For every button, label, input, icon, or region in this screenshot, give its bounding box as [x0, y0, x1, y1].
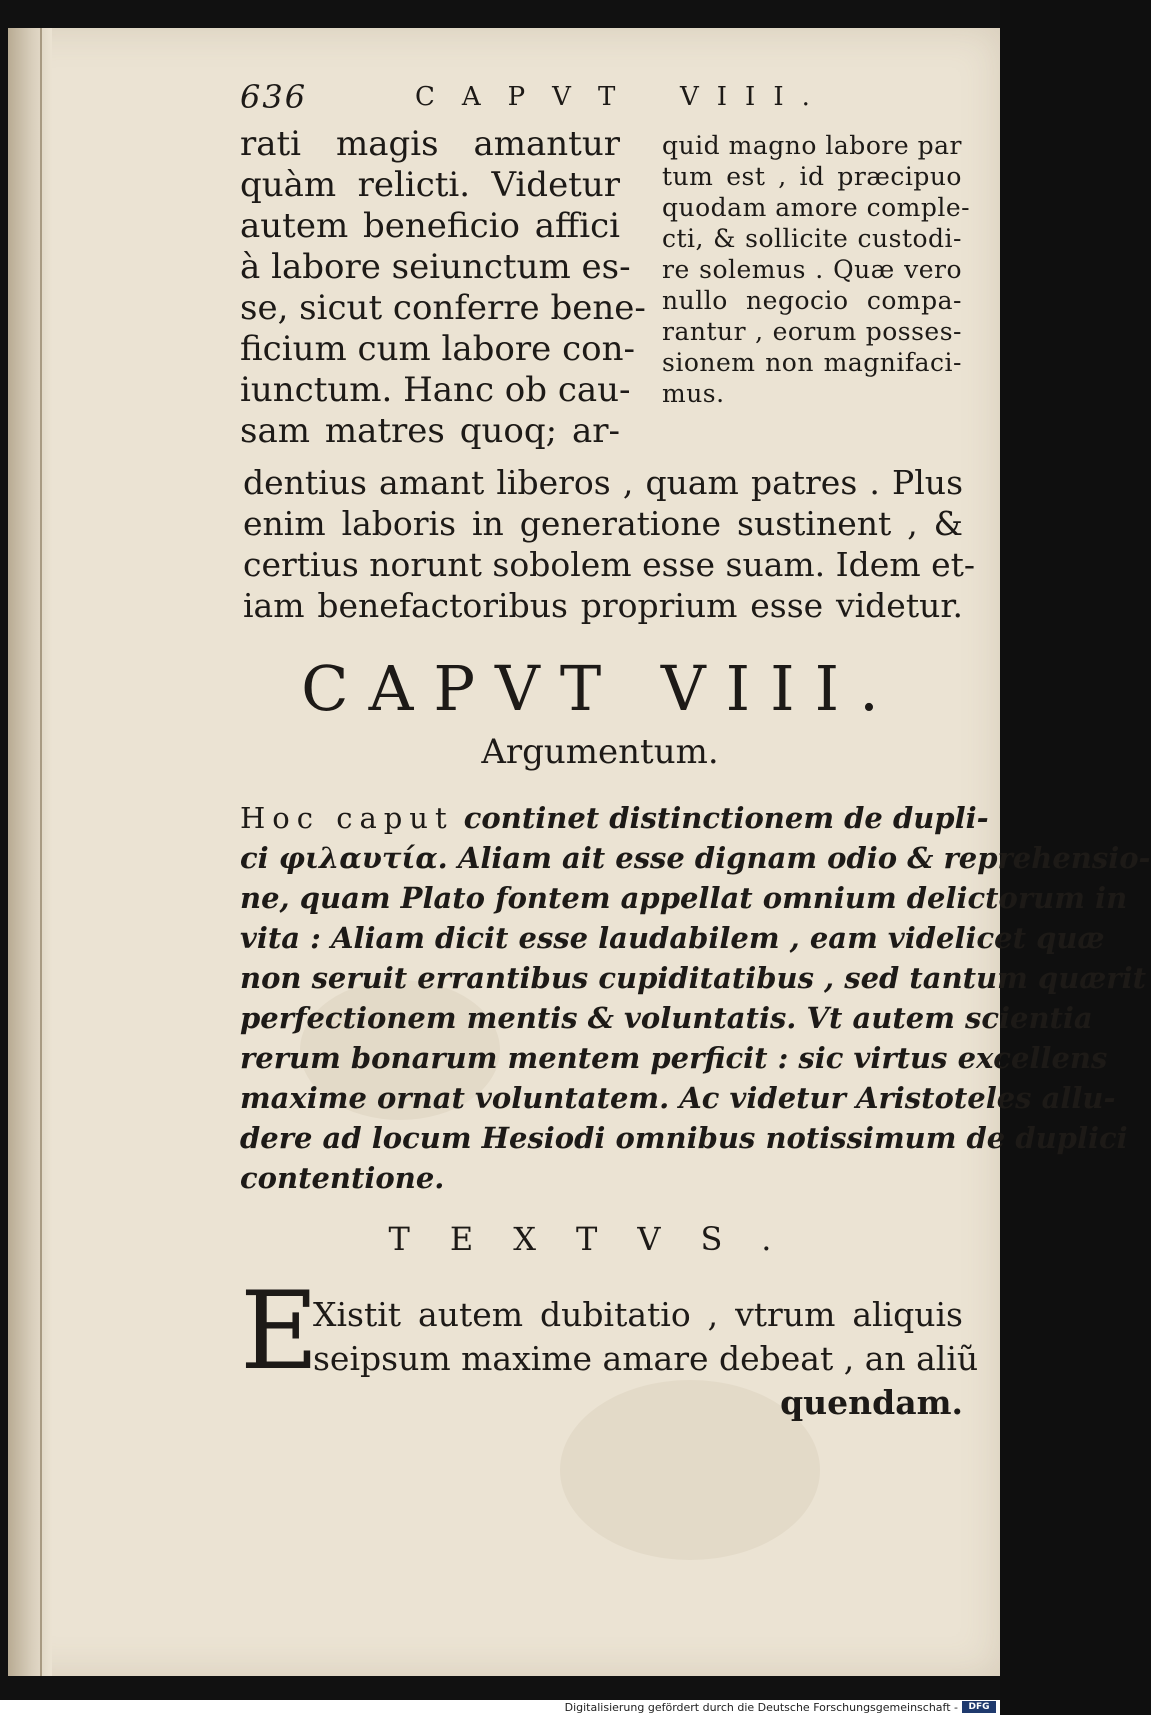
summary-lead: Hoc caput	[240, 801, 454, 835]
text-line: quendam.	[780, 1383, 963, 1422]
right-text-column	[662, 130, 971, 409]
summary-line: maxime ornat voluntatem. Ac videtur Aristoteles allu-	[240, 1081, 1116, 1115]
summary-line-text: continet distinctionem de dupli-	[463, 801, 989, 835]
digitization-credit: Digitalisierung gefördert durch die Deutsche Forschungsgemeinschaft -	[564, 1701, 958, 1714]
text-line: iam benefactoribus proprium esse videtur.	[243, 586, 963, 625]
text-line: quodam amore comple-	[662, 193, 971, 222]
text-line: quid magno labore par	[662, 131, 962, 160]
page-number: 636	[240, 78, 308, 116]
text-line: iunctum. Hanc ob cau-	[240, 370, 631, 410]
chapter-heading: CAPVT VIII.	[301, 652, 899, 725]
summary-line	[240, 798, 989, 838]
text-line: sionem non magnifaci-	[662, 348, 962, 377]
body-text	[313, 1293, 979, 1425]
running-header	[240, 78, 860, 124]
text-line: sam matres quoq; ar-	[240, 411, 620, 451]
text-line: nullo negocio compa-	[662, 286, 962, 315]
summary-line: perfectionem mentis & voluntatis. Vt autem scientia	[240, 1001, 1093, 1035]
text-line: seipsum maxime amare debeat , an aliũ	[313, 1339, 979, 1378]
dfg-logo-icon: DFG	[962, 1701, 996, 1713]
text-line: cti, & sollicite custodi-	[662, 224, 962, 253]
text-line: Xistit autem dubitatio , vtrum aliquis	[313, 1295, 963, 1334]
text-line: dentius amant liberos , quam patres . Plus	[243, 463, 963, 502]
left-text-column	[240, 124, 646, 452]
text-line: ficium cum labore con-	[240, 329, 635, 369]
summary-line: ne, quam Plato fontem appellat omnium delictorum in	[240, 881, 1128, 915]
text-line: rantur , eorum posses-	[662, 317, 962, 346]
page-edge	[40, 28, 42, 1676]
argumentum-heading: Argumentum.	[481, 732, 719, 772]
textus-heading: TEXTVS.	[388, 1220, 812, 1258]
full-width-text	[243, 462, 976, 626]
text-line: rati magis amantur	[240, 124, 620, 164]
summary-line: ci φιλαυτία. Aliam ait esse dignam odio & reprehensio-	[240, 841, 1151, 875]
summary-line: non seruit errantibus cupiditatibus , sed tantum quærit	[240, 961, 1146, 995]
running-chapter-number: VIII.	[680, 82, 828, 112]
text-line: tum est , id præcipuo	[662, 162, 962, 191]
text-line: à labore seiunctum es-	[240, 247, 631, 287]
page-gutter	[8, 28, 52, 1676]
text-line: autem beneficio affici	[240, 206, 620, 246]
summary-line: vita : Aliam dicit esse laudabilem , eam videlicet quæ	[240, 921, 1105, 955]
summary-line: rerum bonarum mentem perficit : sic virtus excellens	[240, 1041, 1108, 1075]
summary-line: dere ad locum Hesiodi omnibus notissimum de duplici	[240, 1121, 1128, 1155]
text-line: enim laboris in generatione sustinent , &	[243, 504, 963, 543]
chapter-summary	[240, 798, 1151, 1198]
drop-cap: E	[240, 1269, 319, 1394]
summary-line: contentione.	[240, 1161, 445, 1195]
text-line: quàm relicti. Videtur	[240, 165, 620, 205]
text-line: mus.	[662, 379, 725, 408]
running-title: CAPVT	[415, 82, 643, 112]
text-line: certius norunt sobolem esse suam. Idem et-	[243, 545, 976, 584]
text-line: re solemus . Quæ vero	[662, 255, 962, 284]
text-line: se, sicut conferre bene-	[240, 288, 646, 328]
